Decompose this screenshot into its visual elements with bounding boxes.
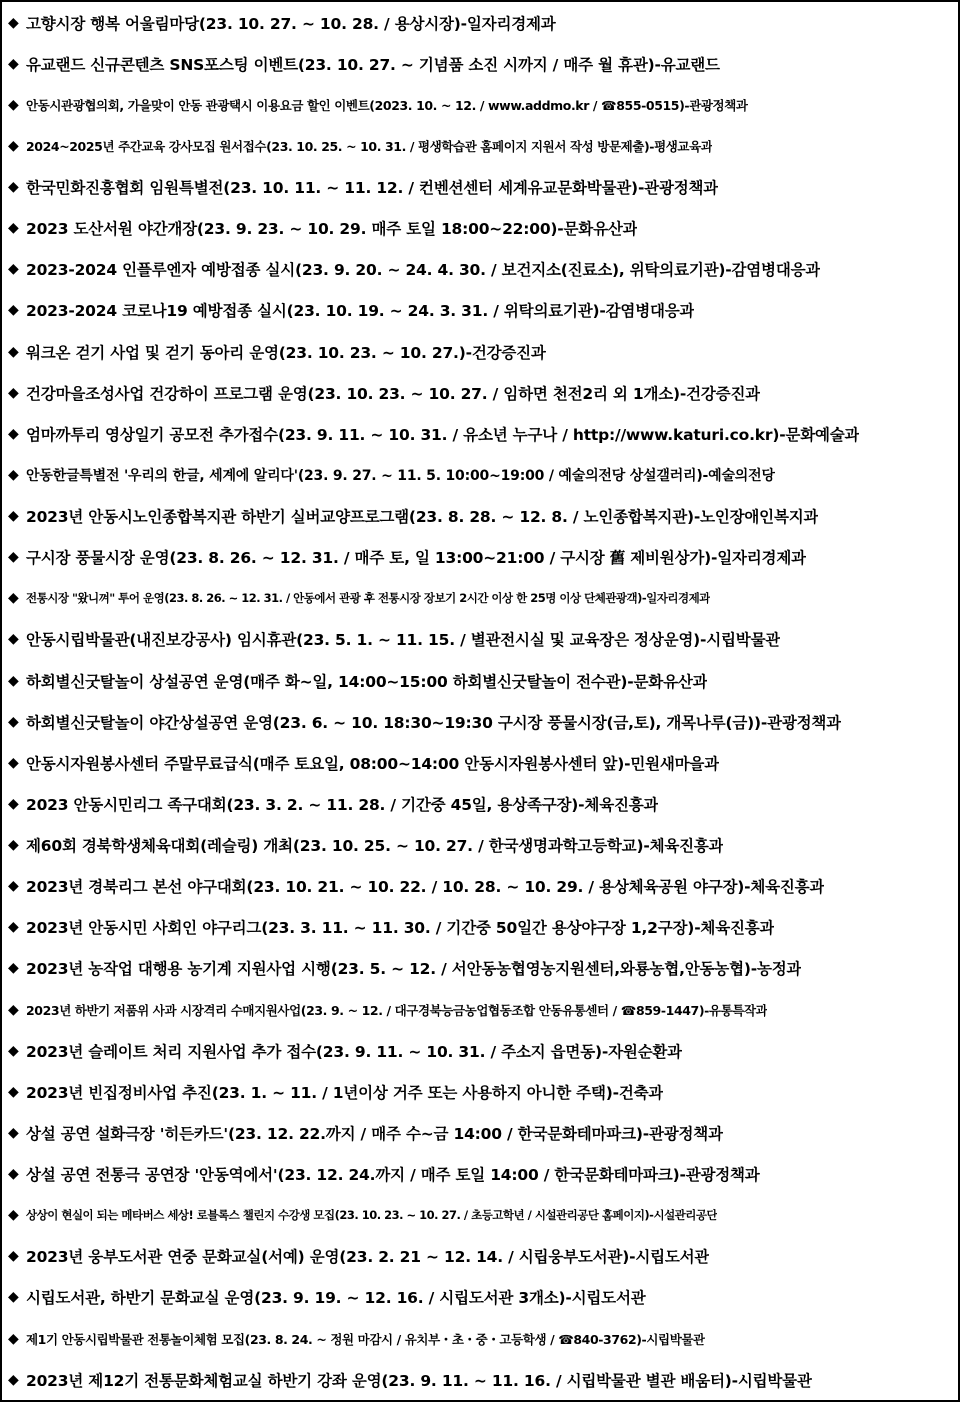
diamond-bullet-icon: ◆: [8, 1371, 19, 1388]
notice-text: 안동한글특별전 '우리의 한글, 세계에 알리다'(23. 9. 27. ~ 11. 5. 10:00~19:00 / 예술의전당 상설갤러리)-예술의전당: [26, 467, 775, 484]
notice-text: 2023 도산서원 야간개장(23. 9. 23. ~ 10. 29. 매주 토일 18:00~22:00)-문화유산과: [26, 220, 638, 239]
notice-text: 건강마을조성사업 건강하이 프로그램 운영(23. 10. 23. ~ 10. 27. / 임하면 천전2리 외 1개소)-건강증진과: [26, 384, 760, 403]
notice-item: [2, 701, 958, 742]
diamond-bullet-icon: ◆: [8, 1124, 19, 1141]
diamond-bullet-icon: ◆: [8, 631, 19, 648]
notice-item: [2, 454, 958, 495]
diamond-bullet-icon: ◆: [8, 590, 19, 607]
notice-text: 안동시자원봉사센터 주말무료급식(매주 토요일, 08:00~14:00 안동시자원봉사센터 앞)-민원새마을과: [26, 754, 719, 773]
notice-item: [2, 496, 958, 537]
notice-text: 구시장 풍물시장 운영(23. 8. 26. ~ 12. 31. / 매주 토, 일 13:00~21:00 / 구시장 舊 제비원상가)-일자리경제과: [26, 549, 806, 568]
notice-item: [2, 290, 958, 331]
diamond-bullet-icon: ◆: [8, 466, 19, 483]
diamond-bullet-icon: ◆: [8, 55, 19, 72]
notice-item: [2, 1071, 958, 1112]
notice-item: [2, 43, 958, 84]
notice-item: [2, 1359, 958, 1400]
notice-item: [2, 742, 958, 783]
notice-text: 2023년 안동시민 사회인 야구리그(23. 3. 11. ~ 11. 30. / 기간중 50일간 용상야구장 1,2구장)-체육진흥과: [26, 919, 775, 938]
notice-text: 제1기 안동시립박물관 전통놀이체험 모집(23. 8. 24. ~ 정원 마감시 / 유치부・초・중・고등학생 / ☎840-3762)-시립박물관: [26, 1331, 705, 1347]
diamond-bullet-icon: ◆: [8, 1083, 19, 1100]
notice-item: [2, 1154, 958, 1195]
diamond-bullet-icon: ◆: [8, 425, 19, 442]
notice-text: 하회별신굿탈놀이 상설공연 운영(매주 화~일, 14:00~15:00 하회별신굿탈놀이 전수관)-문화유산과: [26, 672, 708, 691]
diamond-bullet-icon: ◆: [8, 96, 19, 113]
notice-item: [2, 2, 958, 43]
notice-item: [2, 825, 958, 866]
notice-item: [2, 208, 958, 249]
notice-text: 2023-2024 코로나19 예방접종 실시(23. 10. 19. ~ 24. 3. 31. / 위탁의료기관)-감염병대응과: [26, 302, 695, 321]
notice-text: 워크온 걷기 사업 및 걷기 동아리 운영(23. 10. 23. ~ 10. 27.)-건강증진과: [26, 343, 546, 362]
diamond-bullet-icon: ◆: [8, 837, 19, 854]
diamond-bullet-icon: ◆: [8, 1289, 19, 1306]
diamond-bullet-icon: ◆: [8, 343, 19, 360]
notice-item: [2, 1277, 958, 1318]
notice-text: 2023 안동시민리그 족구대회(23. 3. 2. ~ 11. 28. / 기간중 45일, 용상족구장)-체육진흥과: [26, 795, 659, 814]
diamond-bullet-icon: ◆: [8, 1042, 19, 1059]
notice-item: [2, 866, 958, 907]
notice-item: [2, 125, 958, 166]
diamond-bullet-icon: ◆: [8, 220, 19, 237]
notice-text: 엄마까투리 영상일기 공모전 추가접수(23. 9. 11. ~ 10. 31. / 유소년 누구나 / http://www.katuri.co.kr)-문화예술과: [26, 425, 860, 444]
diamond-bullet-icon: ◆: [8, 754, 19, 771]
notice-text: 2023년 경북리그 본선 야구대회(23. 10. 21. ~ 10. 22. / 10. 28. ~ 10. 29. / 용상체육공원 야구장)-체육진흥과: [26, 878, 825, 897]
notice-item: [2, 1236, 958, 1277]
diamond-bullet-icon: ◆: [8, 508, 19, 525]
diamond-bullet-icon: ◆: [8, 795, 19, 812]
diamond-bullet-icon: ◆: [8, 1001, 19, 1018]
diamond-bullet-icon: ◆: [8, 384, 19, 401]
diamond-bullet-icon: ◆: [8, 1248, 19, 1265]
diamond-bullet-icon: ◆: [8, 672, 19, 689]
notice-text: 2023년 슬레이트 처리 지원사업 추가 접수(23. 9. 11. ~ 10. 31. / 주소지 읍면동)-자원순환과: [26, 1042, 682, 1061]
notice-item: [2, 84, 958, 125]
notice-item: [2, 537, 958, 578]
notice-item: [2, 372, 958, 413]
notice-text: 2023년 빈집정비사업 추진(23. 1. ~ 11. / 1년이상 거주 또는 사용하지 아니한 주택)-건축과: [26, 1083, 664, 1102]
notice-text: 시립도서관, 하반기 문화교실 운영(23. 9. 19. ~ 12. 16. / 시립도서관 3개소)-시립도서관: [26, 1289, 646, 1308]
notice-text: 2023년 제12기 전통문화체험교실 하반기 강좌 운영(23. 9. 11. ~ 11. 16. / 시립박물관 별관 배움터)-시립박물관: [26, 1371, 812, 1390]
diamond-bullet-icon: ◆: [8, 878, 19, 895]
notice-item: [2, 249, 958, 290]
notice-item: [2, 578, 958, 619]
diamond-bullet-icon: ◆: [8, 14, 19, 31]
notice-item: [2, 619, 958, 660]
notice-text: 전통시장 "왔니껴" 투어 운영(23. 8. 26. ~ 12. 31. / 안동에서 관광 후 전통시장 장보기 2시간 이상 한 25명 이상 단체관광객)-일자리경제과: [26, 591, 710, 606]
notice-item: [2, 1112, 958, 1153]
notice-text: 2023년 안동시노인종합복지관 하반기 실버교양프로그램(23. 8. 28. ~ 12. 8. / 노인종합복지관)-노인장애인복지과: [26, 508, 819, 527]
notice-text: 2023년 웅부도서관 연중 문화교실(서예) 운영(23. 2. 21 ~ 12. 14. / 시립웅부도서관)-시립도서관: [26, 1248, 710, 1267]
notice-text: 하회별신굿탈놀이 야간상설공연 운영(23. 6. ~ 10. 18:30~19:30 구시장 풍물시장(금,토), 개목나루(금))-관광정책과: [26, 713, 841, 732]
notice-text: 2023년 하반기 저품위 사과 시장격리 수매지원사업(23. 9. ~ 12. / 대구경북능금농업협동조합 안동유통센터 / ☎859-1447)-유통특작과: [26, 1002, 768, 1018]
notice-list: [2, 2, 958, 1400]
notice-item: [2, 907, 958, 948]
notice-text: 2023년 농작업 대행용 농기계 지원사업 시행(23. 5. ~ 12. / 서안동농협영농지원센터,와룡농협,안동농협)-농정과: [26, 960, 802, 979]
diamond-bullet-icon: ◆: [8, 1207, 19, 1224]
notice-item: [2, 948, 958, 989]
notice-text: 고향시장 행복 어울림마당(23. 10. 27. ~ 10. 28. / 용상시장)-일자리경제과: [26, 14, 556, 33]
diamond-bullet-icon: ◆: [8, 919, 19, 936]
notice-item: [2, 660, 958, 701]
notice-text: 2023-2024 인플루엔자 예방접종 실시(23. 9. 20. ~ 24. 4. 30. / 보건지소(진료소), 위탁의료기관)-감염병대응과: [26, 261, 821, 280]
diamond-bullet-icon: ◆: [8, 713, 19, 730]
diamond-bullet-icon: ◆: [8, 1330, 19, 1347]
diamond-bullet-icon: ◆: [8, 261, 19, 278]
diamond-bullet-icon: ◆: [8, 1166, 19, 1183]
notice-text: 상상이 현실이 되는 메타버스 세상! 로블록스 챌린지 수강생 모집(23. 10. 23. ~ 10. 27. / 초등고학년 / 시설관리공단 홈페이지)-시설관리공단: [26, 1208, 718, 1223]
notice-item: [2, 989, 958, 1030]
notice-text: 안동시관광협의회, 가을맞이 안동 관광택시 이용요금 할인 이벤트(2023. 10. ~ 12. / www.addmo.kr / ☎855-0515)-관광정책과: [26, 97, 748, 113]
diamond-bullet-icon: ◆: [8, 137, 19, 154]
notice-item: [2, 167, 958, 208]
notice-text: 2024~2025년 주간교육 강사모집 원서접수(23. 10. 25. ~ 10. 31. / 평생학습관 홈페이지 지원서 작성 방문제출)-평생교육과: [26, 138, 713, 154]
notice-item: [2, 1195, 958, 1236]
notice-item: [2, 783, 958, 824]
diamond-bullet-icon: ◆: [8, 302, 19, 319]
notice-text: 상설 공연 설화극장 '히든카드'(23. 12. 22.까지 / 매주 수~금 14:00 / 한국문화테마파크)-관광정책과: [26, 1124, 723, 1143]
notice-item: [2, 331, 958, 372]
notice-text: 제60회 경북학생체육대회(레슬링) 개최(23. 10. 25. ~ 10. 27. / 한국생명과학고등학교)-체육진흥과: [26, 837, 724, 856]
notice-text: 유교랜드 신규콘텐츠 SNS포스팅 이벤트(23. 10. 27. ~ 기념품 소진 시까지 / 매주 월 휴관)-유교랜드: [26, 55, 720, 74]
diamond-bullet-icon: ◆: [8, 960, 19, 977]
notice-item: [2, 1030, 958, 1071]
notice-text: 한국민화진흥협회 임원특별전(23. 10. 11. ~ 11. 12. / 컨벤션센터 세계유교문화박물관)-관광정책과: [26, 179, 719, 198]
notice-text: 안동시립박물관(내진보강공사) 임시휴관(23. 5. 1. ~ 11. 15. / 별관전시실 및 교육장은 정상운영)-시립박물관: [26, 631, 781, 650]
diamond-bullet-icon: ◆: [8, 179, 19, 196]
notice-item: [2, 1318, 958, 1359]
diamond-bullet-icon: ◆: [8, 549, 19, 566]
notice-text: 상설 공연 전통극 공연장 '안동역에서'(23. 12. 24.까지 / 매주 토일 14:00 / 한국문화테마파크)-관광정책과: [26, 1166, 760, 1185]
notice-item: [2, 413, 958, 454]
